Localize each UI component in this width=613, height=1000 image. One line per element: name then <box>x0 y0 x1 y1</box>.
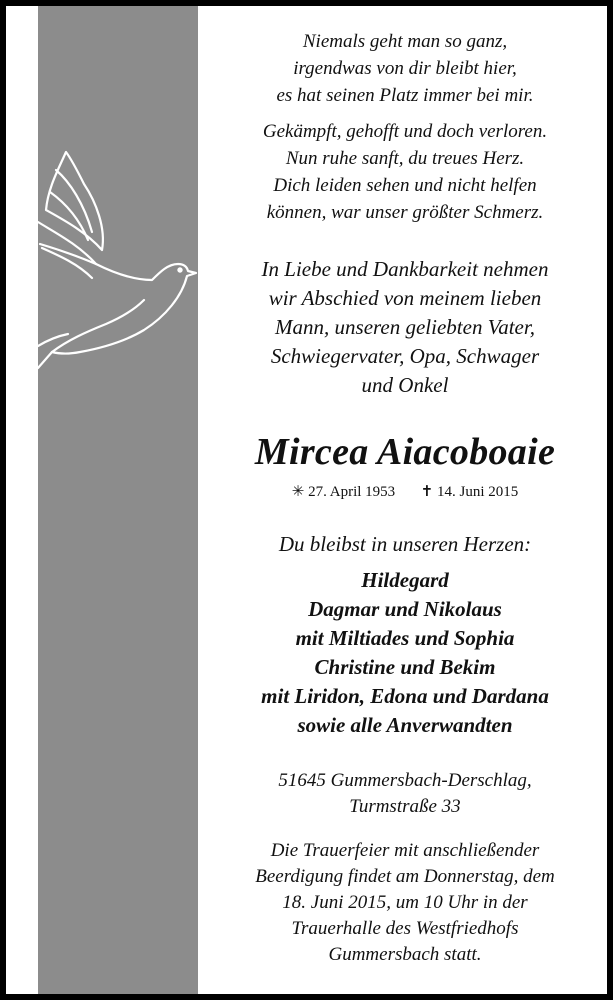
funeral-line: Beerdigung findet am Donnerstag, dem <box>255 866 555 887</box>
funeral-line: Gummersbach statt. <box>328 944 482 965</box>
poem-verse-2 <box>210 118 600 226</box>
poem-line: es hat seinen Platz immer bei mir. <box>276 85 534 106</box>
funeral-line: 18. Juni 2015, um 10 Uhr in der <box>282 892 528 913</box>
death-cross-icon: ✝ <box>420 484 434 500</box>
address <box>210 768 600 820</box>
funeral-notice <box>210 838 600 968</box>
family-member: Dagmar und Nikolaus <box>308 597 502 621</box>
family-list <box>210 566 600 740</box>
intro-line: und Onkel <box>361 373 449 397</box>
remembrance-line: Du bleibst in unseren Herzen: <box>278 532 532 556</box>
death-date: 14. Juni 2015 <box>436 484 519 500</box>
poem-line: Gekämpft, gehofft und doch verloren. <box>262 121 548 142</box>
poem-line: Niemals geht man so ganz, <box>302 31 508 52</box>
poem-line: können, war unser größter Schmerz. <box>266 202 544 223</box>
address-line: 51645 Gummersbach-Derschlag, <box>278 770 532 791</box>
birth-star-icon: ✳ <box>291 484 305 500</box>
family-member: Christine und Bekim <box>314 655 496 679</box>
family-member: Hildegard <box>361 568 449 592</box>
intro-line: Schwiegervater, Opa, Schwager <box>270 344 540 368</box>
family-member: mit Miltiades und Sophia <box>295 626 515 650</box>
funeral-line: Die Trauerfeier mit anschließender <box>270 840 540 861</box>
family-member: mit Liridon, Edona und Dardana <box>261 684 549 708</box>
poem-line: irgendwas von dir bleibt hier, <box>293 58 517 79</box>
poem-line: Nun ruhe sanft, du treues Herz. <box>285 148 525 169</box>
address-line: Turmstraße 33 <box>349 796 461 817</box>
intro-line: Mann, unseren geliebten Vater, <box>275 315 535 339</box>
farewell-intro <box>210 255 600 400</box>
obituary-text <box>210 0 600 1000</box>
intro-line: wir Abschied von meinem lieben <box>268 286 542 310</box>
life-dates <box>210 482 600 502</box>
deceased-name: Mircea Aiacoboaie <box>254 431 556 473</box>
funeral-line: Trauerhalle des Westfriedhofs <box>291 918 519 939</box>
poem-verse-1 <box>210 28 600 109</box>
birth-date: 27. April 1953 <box>308 484 396 500</box>
intro-line: In Liebe und Dankbarkeit nehmen <box>261 257 549 281</box>
dove-icon <box>34 140 204 410</box>
family-member: sowie alle Anverwandten <box>297 713 513 737</box>
poem-line: Dich leiden sehen und nicht helfen <box>273 175 537 196</box>
